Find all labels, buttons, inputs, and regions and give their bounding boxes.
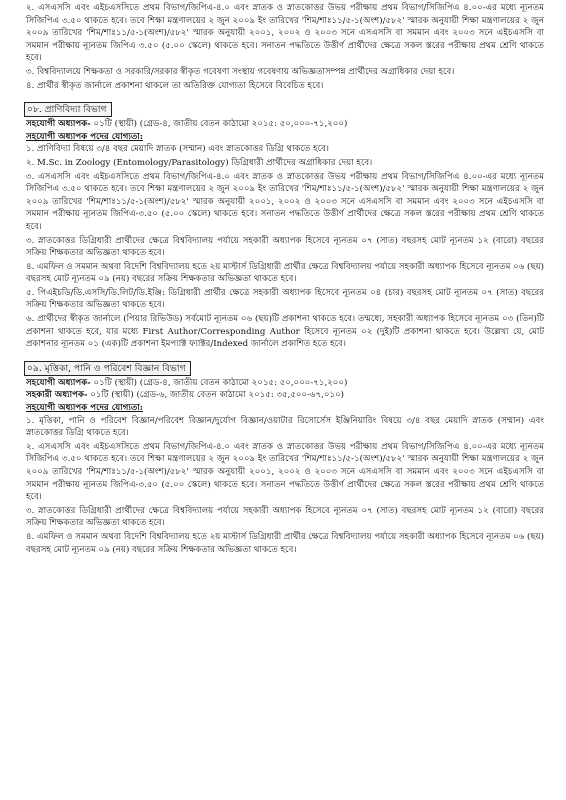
qualification-heading: সহযোগী অধ্যাপক পদের যোগ্যতা: <box>26 131 143 142</box>
post-detail: ০১টি (স্থায়ী) (গ্রেড-৬, জাতীয় বেতন কাঠামো ২০১৫: ৩৫,৫০০-৬৭,০১০) <box>87 390 345 401</box>
list-item: ৬. প্রার্থীদের স্বীকৃত জার্নালে (পিয়ার রিভিউড) সর্বমোট ন্যূনতম ০৬ (ছয়)টি প্রকাশনা থাকতে হবে। তন্মধ্যে, সহকারী অধ্যাপক হিসেবে ন্যূনতম ০৩ (তিন)টি প্রকাশনা থাকতে হবে, যার মধ্যে First Author/Corresponding Author হিসেবে ন্যূনতম ০২ (দুই)টি প্রকাশনা থাকতে হবে। উল্লেখ্য যে, মোট প্রকাশনার ন্যূনতম ০১ (এক)টি প্রকাশনা ইমপ্যাক্ট ফ্যাক্টর/Indexed জার্নালে প্রকাশিত হতে হবে। <box>26 314 544 350</box>
post-detail: ০১টি (স্থায়ী) (গ্রেড-৪, জাতীয় বেতন কাঠামো ২০১৫: ৫০,০০০-৭১,২০০) <box>90 377 348 388</box>
qualification-heading: সহযোগী অধ্যাপক পদের যোগ্যতা: <box>26 403 143 414</box>
list-item: ৪. এমফিল ও সমমান অথবা বিদেশি বিশ্ববিদ্যালয় হতে ২য় মাস্টার্স ডিগ্রিধারী প্রার্থীর ক্ষেত্রে বিশ্ববিদ্যালয় পর্যায়ে সহকারী অধ্যাপক হিসেবে ন্যূনতম ০৬ (ছয়) বছরসহ মোট ন্যূনতম ০৯ (নয়) বছরের সক্রিয় শিক্ষকতার অভিজ্ঞতা থাকতে হবে। <box>26 531 544 555</box>
section-heading-zoology: ০৮. প্রাণিবিদ্যা বিভাগ <box>24 102 112 117</box>
top-item-4: ৪. প্রার্থীর স্বীকৃত জার্নালে প্রকাশনা থাকলে তা অতিরিক্ত যোগ্যতা হিসেবে বিবেচিত হবে। <box>26 80 324 91</box>
section-heading-soil-water-environment: ০৯. মৃত্তিকা, পানি ও পরিবেশ বিজ্ঞান বিভাগ <box>24 361 191 376</box>
top-item-3: ৩. বিশ্ববিদ্যালয়ে শিক্ষকতা ও সরকারি/সরকার স্বীকৃত গবেষণা সংস্থায় গবেষণায় অভিজ্ঞতাসম্পন্ন প্রার্থীদের অগ্রাধিকার দেয়া হবে। <box>26 66 455 77</box>
post-line-associate-professor <box>26 377 544 390</box>
list-item: ১. মৃত্তিকা, পানি ও পরিবেশ বিজ্ঞান/পরিবেশ বিজ্ঞান/দুর্যোগ বিজ্ঞান/ওয়াটার রিসোর্সেস ইঞ্জিনিয়ারিং বিষয়ে ৩/৪ বছর মেয়াদি স্নাতক (সম্মান) এবং স্নাতকোত্তর ডিগ্রি থাকতে হবে। <box>26 415 544 439</box>
list-item: ২. এসএসসি এবং এইচএসসিতে প্রথম বিভাগ/জিপিএ-৪.০ এবং স্নাতক ও স্নাতকোত্তর উভয় পরীক্ষায় প্রথম বিভাগ/সিজিপিএ ৪.০০-এর মধ্যে ন্যূনতম সিজিপিএ ৩.৫০ থাকতে হবে। তবে শিক্ষা মন্ত্রণালয়ের ২ জুন ২০০৯ ইং তারিখের 'শিম/শাঃ১১/৫-১(অংশ)/৫৮২' স্মারক অনুযায়ী শিক্ষা মন্ত্রণালয়ের ২ জুন ২০০৯ তারিখের 'শিম/শাঃ১১/৫-১(অংশ)/৫৮২' স্মারক অনুযায়ী ২০০১, ২০০২ ও ২০০৩ সনে এসএসসি বা সমমান এবং ২০০৩ সনে এইচএসসি বা সমমান পরীক্ষায় ন্যূনতম জিপিএ-৩.৫০ (৫.০০ স্কেলে) থাকতে হবে। সনাতন পদ্ধতিতে উত্তীর্ণ প্রার্থীদের ক্ষেত্রে সকল স্তরের পরীক্ষায় প্রথম শ্রেণি থাকতে হবে। <box>26 441 544 503</box>
list-item: ৩. এসএসসি এবং এইচএসসিতে প্রথম বিভাগ/জিপিএ-৪.০ এবং স্নাতক ও স্নাতকোত্তর উভয় পরীক্ষায় প্রথম বিভাগ/সিজিপিএ ৪.০০-এর মধ্যে ন্যূনতম সিজিপিএ ৩.৫০ থাকতে হবে। তবে শিক্ষা মন্ত্রণালয়ের ২ জুন ২০০৯ ইং তারিখের 'শিম/শাঃ১১/৫-১(অংশ)/৫৮২' স্মারক অনুযায়ী শিক্ষা মন্ত্রণালয়ের ২ জুন ২০০৯ তারিখের 'শিম/শাঃ১১/৫-১(অংশ)/৫৮২' স্মারক অনুযায়ী ২০০১, ২০০২ ও ২০০৩ সনে এসএসসি বা সমমান এবং ২০০৩ সনে এইচএসসি বা সমমান পরীক্ষায় ন্যূনতম জিপিএ-৩.৫০ (৫.০০ স্কেলে) থাকতে হবে। সনাতন পদ্ধতিতে উত্তীর্ণ প্রার্থীদের ক্ষেত্রে সকল স্তরের পরীক্ষায় প্রথম শ্রেণি থাকতে হবে। <box>26 171 544 232</box>
list-item: ৫. পিএইচডি/ডি.এসসি/ডি.লিট/ডি.ইঞ্জি: ডিগ্রিধারী প্রার্থীর ক্ষেত্রে সহকারী অধ্যাপক হিসেবে ন্যূনতম ০৪ (চার) বছরসহ মোট ন্যূনতম ০৭ (সাত) বছরের সক্রিয় শিক্ষকতার অভিজ্ঞতা থাকতে হবে। <box>26 287 544 311</box>
post-label: সহযোগী অধ্যাপক- <box>26 377 91 388</box>
list-item: ১. প্রাণিবিদ্যা বিষয়ে ৩/৪ বছর মেয়াদি স্নাতক (সম্মান) এবং স্নাতকোত্তর ডিগ্রি থাকতে হবে। <box>26 144 329 155</box>
post-line-assistant-professor <box>26 389 544 402</box>
list-item: ৩. স্নাতকোত্তর ডিগ্রিধারী প্রার্থীদের ক্ষেত্রে বিশ্ববিদ্যালয় পর্যায়ে সহকারী অধ্যাপক হিসেবে ন্যূনতম ০৭ (সাত) বছরসহ মোট ন্যূনতম ১২ (বারো) বছরের সক্রিয় শিক্ষকতার অভিজ্ঞতা থাকতে হবে। <box>26 505 544 529</box>
list-item: ৩. স্নাতকোত্তর ডিগ্রিধারী প্রার্থীদের ক্ষেত্রে বিশ্ববিদ্যালয় পর্যায়ে সহকারী অধ্যাপক হিসেবে ন্যূনতম ০৭ (সাত) বছরসহ মোট ন্যূনতম ১২ (বারো) বছরের সক্রিয় শিক্ষকতার অভিজ্ঞতা থাকতে হবে। <box>26 235 544 259</box>
list-item: ৪. এমফিল ও সমমান অথবা বিদেশি বিশ্ববিদ্যালয় হতে ২য় মাস্টার্স ডিগ্রিধারী প্রার্থীর ক্ষেত্রে বিশ্ববিদ্যালয় পর্যায়ে সহকারী অধ্যাপক হিসেবে ন্যূনতম ০৬ (ছয়) বছরসহ মোট ন্যূনতম ০৯ (নয়) বছরের সক্রিয় শিক্ষকতার অভিজ্ঞতা থাকতে হবে। <box>26 261 544 285</box>
post-label: সহযোগী অধ্যাপক- <box>26 119 91 130</box>
list-item: ২. M.Sc. in Zoology (Entomology/Parasitology) ডিগ্রিধারী প্রার্থীদের অগ্রাধিকার দেয়া হবে। <box>26 157 373 168</box>
post-line-associate-professor <box>26 118 544 131</box>
top-item-2: ২. এসএসসি এবং এইচএসসিতে প্রথম বিভাগ/জিপিএ-৪.০ এবং স্নাতক ও স্নাতকোত্তর উভয় পরীক্ষায় প্রথম বিভাগ/সিজিপিএ ৪.০০-এর মধ্যে ন্যূনতম সিজিপিএ ৩.৫০ থাকতে হবে। তবে শিক্ষা মন্ত্রণালয়ের ২ জুন ২০০৯ ইং তারিখের 'শিম/শাঃ১১/৫-১(অংশ)/৫৮২' স্মারক অনুযায়ী শিক্ষা মন্ত্রণালয়ের ২ জুন ২০০৯ তারিখের 'শিম/শাঃ১১/৫-১(অংশ)/৫৮২' স্মারক অনুযায়ী ২০০১, ২০০২ ও ২০০৩ সনে এসএসসি বা সমমান এবং ২০০৩ সনে এইচএসসি বা সমমান পরীক্ষায় ন্যূনতম জিপিএ ৩.৫০ (৫.০০ স্কেলে) থাকতে হবে। সনাতন পদ্ধতিতে উত্তীর্ণ প্রার্থীদের ক্ষেত্রে সকল স্তরের পরীক্ষায় প্রথম শ্রেণি থাকতে হবে। <box>26 3 544 64</box>
post-detail: ০১টি (স্থায়ী) (গ্রেড-৪, জাতীয় বেতন কাঠামো ২০১৫: ৫০,০০০-৭১,২০০) <box>90 119 348 130</box>
post-label: সহকারী অধ্যাপক- <box>26 390 88 401</box>
